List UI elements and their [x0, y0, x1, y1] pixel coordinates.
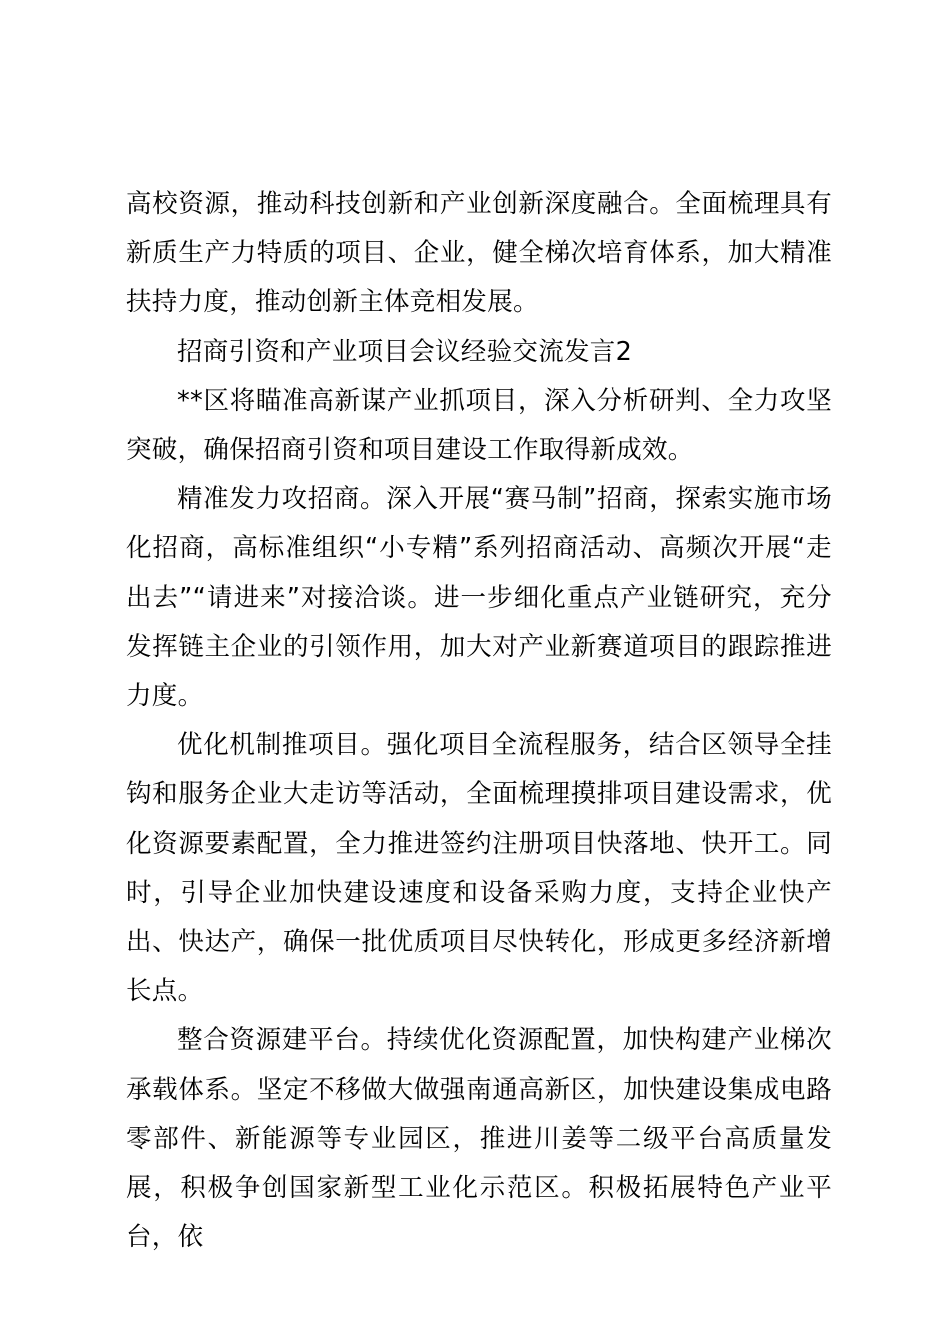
- investment-paragraph: 精准发力攻招商。深入开展“赛马制”招商，探索实施市场化招商，高标准组织“小专精”系列招商活动、高频次开展“走出去”“请进来”对接洽谈。进一步细化重点产业链研究，充分发挥链主企业的引领作用，加大对产业新赛道项目的跟踪推进力度。: [126, 484, 832, 712]
- platform-paragraph: 整合资源建平台。持续优化资源配置，加快构建产业梯次承载体系。坚定不移做大做强南通高新区，加快建设集成电路零部件、新能源等专业园区，推进川姜等二级平台高质量发展，积极争创国家新型工业化示范区。积极拓展特色产业平台，依: [126, 1025, 832, 1253]
- continuation-paragraph: 高校资源，推动科技创新和产业创新深度融合。全面梳理具有新质生产力特质的项目、企业，健全梯次培育体系，加大精准扶持力度，推动创新主体竞相发展。: [126, 189, 832, 318]
- section-heading: 招商引资和产业项目会议经验交流发言2: [177, 336, 633, 367]
- project-mechanism-paragraph: 优化机制推项目。强化项目全流程服务，结合区领导全挂钩和服务企业大走访等活动，全面梳理摸排项目建设需求，优化资源要素配置，全力推进签约注册项目快落地、快开工。同时，引导企业加快建设速度和设备采购力度，支持企业快产出、快达产，确保一批优质项目尽快转化，形成更多经济新增长点。: [126, 730, 832, 1007]
- document-body: [126, 180, 832, 1262]
- intro-paragraph: **区将瞄准高新谋产业抓项目，深入分析研判、全力攻坚突破，确保招商引资和项目建设工作取得新成效。: [126, 385, 832, 466]
